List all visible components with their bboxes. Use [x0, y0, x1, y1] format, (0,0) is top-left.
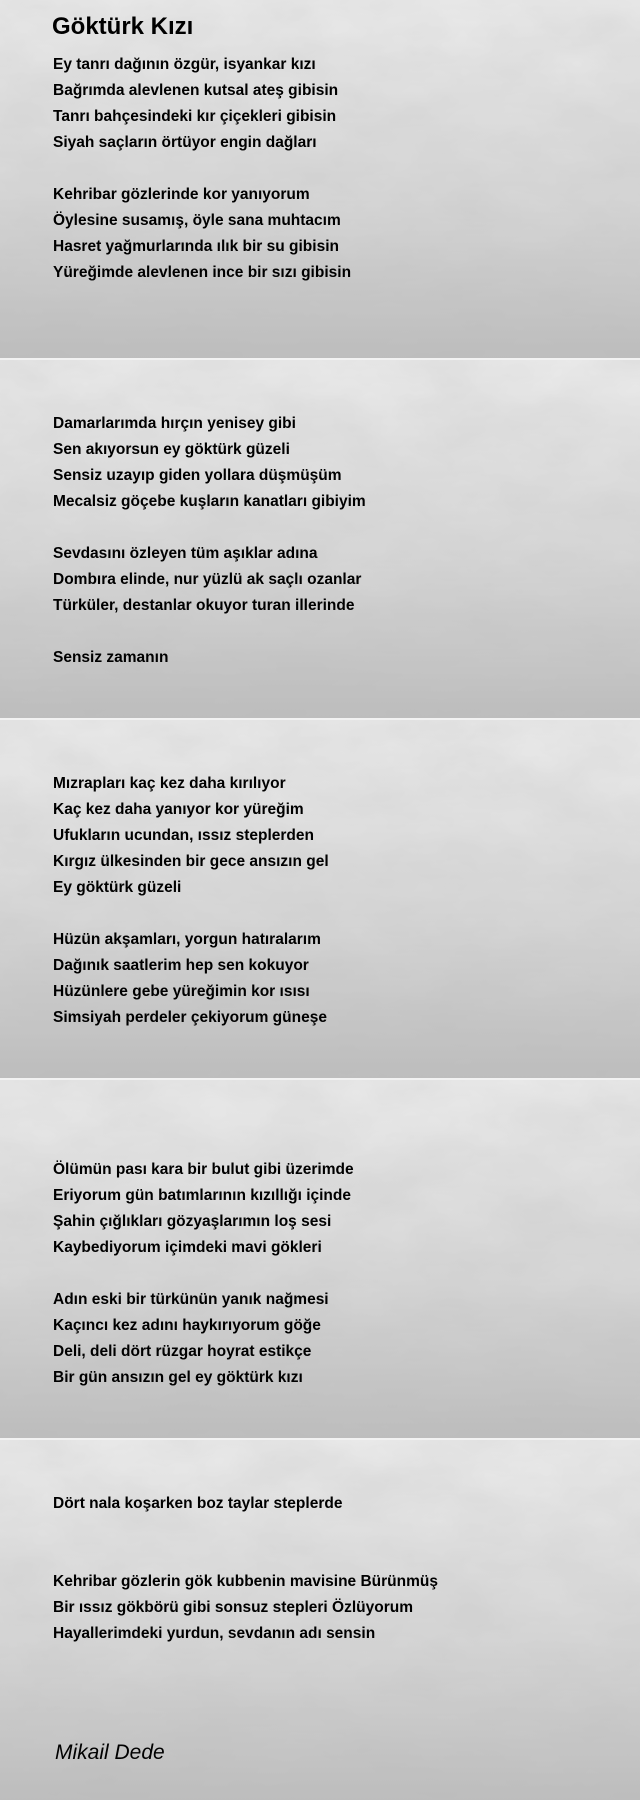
poem-line: Kehribar gözlerinde kor yanıyorum — [53, 186, 310, 203]
poem-line: Ölümün pası kara bir bulut gibi üzerimde — [53, 1161, 354, 1178]
poem-line: Dağınık saatlerim hep sen kokuyor — [53, 957, 309, 974]
poem-line: Sen akıyorsun ey göktürk güzeli — [53, 441, 290, 458]
poem-line: Mecalsiz göçebe kuşların kanatları gibiyim — [53, 493, 366, 510]
poem-line: Deli, deli dört rüzgar hoyrat estikçe — [53, 1343, 312, 1360]
poem-line: Damarlarımda hırçın yenisey gibi — [53, 415, 296, 432]
poem-line: Hasret yağmurlarında ılık bir su gibisin — [53, 238, 339, 255]
poem-line: Öylesine susamış, öyle sana muhtacım — [53, 212, 341, 229]
poem-line: Tanrı bahçesindeki kır çiçekleri gibisin — [53, 108, 337, 125]
poem-line: Şahin çığlıkları gözyaşlarımın loş sesi — [53, 1213, 332, 1230]
poem-author: Mikail Dede — [55, 1741, 165, 1764]
poem-line: Ey tanrı dağının özgür, isyankar kızı — [53, 56, 316, 73]
poem-title: Göktürk Kızı — [52, 13, 194, 40]
poem-line: Dört nala koşarken boz taylar steplerde — [53, 1495, 343, 1512]
poem-line: Kaç kez daha yanıyor kor yüreğim — [53, 801, 304, 818]
poem-line: Kaçıncı kez adını haykırıyorum göğe — [53, 1317, 321, 1334]
poem-line: Bir gün ansızın gel ey göktürk kızı — [53, 1369, 303, 1386]
poem-line: Bir ıssız gökbörü gibi sonsuz stepleri Özlüyorum — [53, 1599, 413, 1616]
poem-line: Dombıra elinde, nur yüzlü ak saçlı ozanlar — [53, 571, 362, 588]
poem-line: Kırgız ülkesinden bir gece ansızın gel — [53, 853, 329, 870]
poem-line: Siyah saçların örtüyor engin dağları — [53, 134, 317, 151]
poem-line: Kehribar gözlerin gök kubbenin mavisine Bürünmüş — [53, 1573, 438, 1590]
poem-line: Mızrapları kaç kez daha kırılıyor — [53, 775, 286, 792]
poem-line: Kaybediyorum içimdeki mavi gökleri — [53, 1239, 322, 1256]
poem-line: Ey göktürk güzeli — [53, 879, 182, 896]
poem-line: Hüzün akşamları, yorgun hatıralarım — [53, 931, 321, 948]
poem-line: Sevdasını özleyen tüm aşıklar adına — [53, 545, 318, 562]
poem-line: Hayallerimdeki yurdun, sevdanın adı sensin — [53, 1625, 376, 1642]
poem-line: Sensiz zamanın — [53, 649, 169, 666]
poem-line: Ufukların ucundan, ıssız steplerden — [53, 827, 314, 844]
poem-line: Eriyorum gün batımlarının kızıllığı içinde — [53, 1187, 351, 1204]
poem-line: Sensiz uzayıp giden yollara düşmüşüm — [53, 467, 342, 484]
poem-line: Hüzünlere gebe yüreğimin kor ısısı — [53, 983, 310, 1000]
poem-line: Türküler, destanlar okuyor turan illerinde — [53, 597, 355, 614]
poem-line: Simsiyah perdeler çekiyorum güneşe — [53, 1009, 327, 1026]
poem-line: Adın eski bir türkünün yanık nağmesi — [53, 1291, 329, 1308]
poem-line: Yüreğimde alevlenen ince bir sızı gibisin — [53, 264, 352, 281]
poem-line: Bağrımda alevlenen kutsal ateş gibisin — [53, 82, 339, 99]
